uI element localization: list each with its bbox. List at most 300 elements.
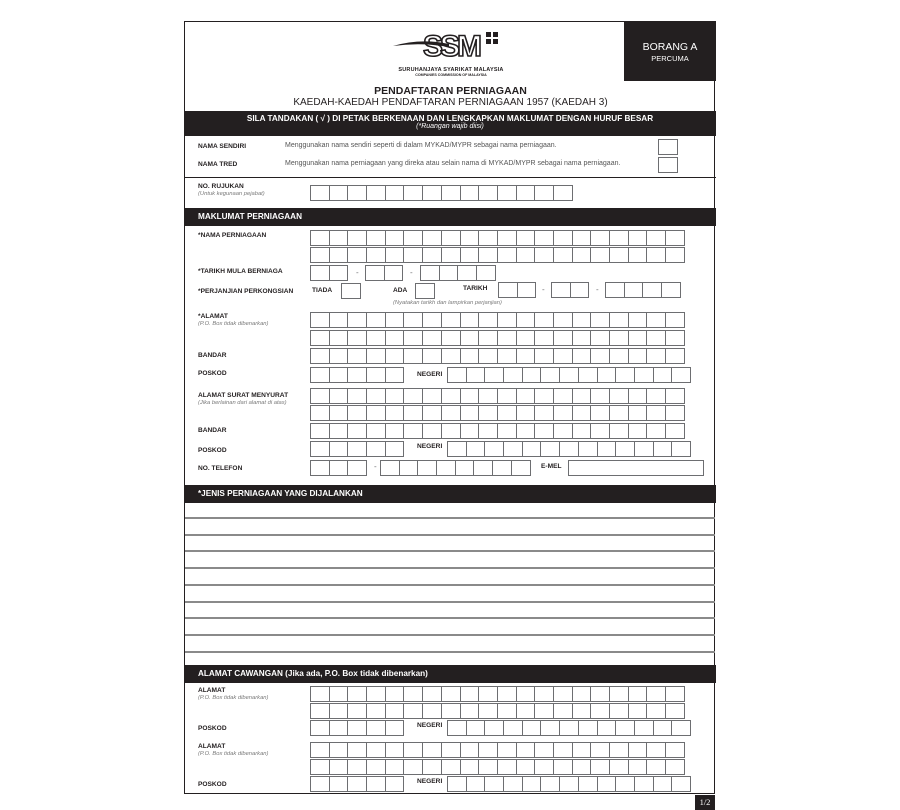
reference-number-boxes[interactable]: [310, 185, 572, 201]
char-box[interactable]: [460, 423, 480, 439]
char-box[interactable]: [572, 405, 592, 421]
char-box[interactable]: [497, 686, 517, 702]
char-box[interactable]: [590, 312, 610, 328]
char-box[interactable]: [310, 742, 330, 758]
char-box[interactable]: [534, 348, 554, 364]
start-date-month-boxes[interactable]: [365, 265, 402, 281]
char-box[interactable]: [646, 703, 666, 719]
partnership-none-checkbox[interactable]: [341, 283, 361, 299]
char-box[interactable]: [609, 686, 629, 702]
char-box[interactable]: [628, 312, 648, 328]
char-box[interactable]: [399, 460, 419, 476]
char-box[interactable]: [366, 348, 386, 364]
char-box[interactable]: [516, 742, 536, 758]
char-box[interactable]: [665, 742, 685, 758]
char-box[interactable]: [511, 460, 531, 476]
char-box[interactable]: [441, 312, 461, 328]
char-box[interactable]: [447, 776, 467, 792]
char-box[interactable]: [366, 686, 386, 702]
char-box[interactable]: [347, 348, 367, 364]
char-box[interactable]: [534, 330, 554, 346]
char-box[interactable]: [310, 460, 330, 476]
char-box[interactable]: [534, 230, 554, 246]
char-box[interactable]: [516, 405, 536, 421]
char-box[interactable]: [385, 776, 405, 792]
char-box[interactable]: [478, 742, 498, 758]
char-box[interactable]: [347, 330, 367, 346]
char-box[interactable]: [329, 703, 349, 719]
postcode-boxes[interactable]: [310, 367, 403, 383]
char-box[interactable]: [329, 330, 349, 346]
char-box[interactable]: [422, 388, 442, 404]
char-box[interactable]: [516, 330, 536, 346]
char-box[interactable]: [534, 247, 554, 263]
char-box[interactable]: [497, 348, 517, 364]
char-box[interactable]: [572, 686, 592, 702]
char-box[interactable]: [497, 423, 517, 439]
char-box[interactable]: [609, 247, 629, 263]
char-box[interactable]: [403, 185, 423, 201]
char-box[interactable]: [671, 367, 691, 383]
char-box[interactable]: [492, 460, 512, 476]
char-box[interactable]: [646, 423, 666, 439]
char-box[interactable]: [403, 405, 423, 421]
char-box[interactable]: [441, 247, 461, 263]
char-box[interactable]: [516, 686, 536, 702]
char-box[interactable]: [385, 720, 405, 736]
char-box[interactable]: [497, 405, 517, 421]
char-box[interactable]: [516, 759, 536, 775]
city-boxes[interactable]: [310, 348, 684, 364]
char-box[interactable]: [540, 441, 560, 457]
mailing-address-boxes-line2[interactable]: [310, 405, 684, 421]
char-box[interactable]: [497, 742, 517, 758]
char-box[interactable]: [590, 388, 610, 404]
phone-number-boxes[interactable]: [380, 460, 530, 476]
char-box[interactable]: [366, 330, 386, 346]
char-box[interactable]: [553, 405, 573, 421]
char-box[interactable]: [634, 776, 654, 792]
char-box[interactable]: [634, 720, 654, 736]
char-box[interactable]: [329, 230, 349, 246]
char-box[interactable]: [329, 742, 349, 758]
char-box[interactable]: [497, 230, 517, 246]
char-box[interactable]: [628, 230, 648, 246]
char-box[interactable]: [516, 247, 536, 263]
char-box[interactable]: [642, 282, 662, 298]
char-box[interactable]: [661, 282, 681, 298]
char-box[interactable]: [646, 348, 666, 364]
char-box[interactable]: [310, 441, 330, 457]
char-box[interactable]: [310, 703, 330, 719]
char-box[interactable]: [609, 423, 629, 439]
char-box[interactable]: [671, 776, 691, 792]
char-box[interactable]: [615, 720, 635, 736]
char-box[interactable]: [385, 247, 405, 263]
char-box[interactable]: [329, 759, 349, 775]
char-box[interactable]: [646, 388, 666, 404]
char-box[interactable]: [646, 312, 666, 328]
char-box[interactable]: [329, 776, 349, 792]
char-box[interactable]: [329, 686, 349, 702]
mailing-city-boxes[interactable]: [310, 423, 684, 439]
char-box[interactable]: [441, 230, 461, 246]
char-box[interactable]: [347, 441, 367, 457]
branch1-postcode-boxes[interactable]: [310, 720, 403, 736]
char-box[interactable]: [653, 776, 673, 792]
char-box[interactable]: [665, 405, 685, 421]
char-box[interactable]: [460, 185, 480, 201]
char-box[interactable]: [403, 423, 423, 439]
char-box[interactable]: [441, 185, 461, 201]
char-box[interactable]: [484, 776, 504, 792]
char-box[interactable]: [516, 703, 536, 719]
char-box[interactable]: [310, 405, 330, 421]
char-box[interactable]: [310, 330, 330, 346]
char-box[interactable]: [385, 686, 405, 702]
char-box[interactable]: [441, 330, 461, 346]
char-box[interactable]: [447, 441, 467, 457]
char-box[interactable]: [385, 230, 405, 246]
char-box[interactable]: [671, 720, 691, 736]
char-box[interactable]: [615, 441, 635, 457]
char-box[interactable]: [551, 282, 571, 298]
char-box[interactable]: [417, 460, 437, 476]
char-box[interactable]: [385, 759, 405, 775]
char-box[interactable]: [347, 686, 367, 702]
char-box[interactable]: [460, 312, 480, 328]
char-box[interactable]: [615, 776, 635, 792]
char-box[interactable]: [628, 405, 648, 421]
char-box[interactable]: [457, 265, 477, 281]
char-box[interactable]: [646, 405, 666, 421]
char-box[interactable]: [534, 686, 554, 702]
char-box[interactable]: [478, 388, 498, 404]
char-box[interactable]: [572, 742, 592, 758]
char-box[interactable]: [609, 759, 629, 775]
char-box[interactable]: [478, 405, 498, 421]
char-box[interactable]: [310, 247, 330, 263]
char-box[interactable]: [347, 460, 367, 476]
char-box[interactable]: [422, 185, 442, 201]
branch2-state-boxes[interactable]: [447, 776, 690, 792]
char-box[interactable]: [366, 388, 386, 404]
char-box[interactable]: [403, 312, 423, 328]
char-box[interactable]: [590, 759, 610, 775]
char-box[interactable]: [478, 348, 498, 364]
char-box[interactable]: [497, 185, 517, 201]
char-box[interactable]: [609, 230, 629, 246]
char-box[interactable]: [503, 776, 523, 792]
char-box[interactable]: [572, 230, 592, 246]
char-box[interactable]: [553, 312, 573, 328]
char-box[interactable]: [478, 247, 498, 263]
char-box[interactable]: [347, 759, 367, 775]
ruled-line[interactable]: [185, 567, 715, 569]
char-box[interactable]: [590, 423, 610, 439]
char-box[interactable]: [347, 720, 367, 736]
char-box[interactable]: [572, 388, 592, 404]
char-box[interactable]: [403, 703, 423, 719]
char-box[interactable]: [366, 441, 386, 457]
char-box[interactable]: [366, 247, 386, 263]
char-box[interactable]: [516, 312, 536, 328]
ruled-line[interactable]: [185, 517, 715, 519]
char-box[interactable]: [385, 742, 405, 758]
char-box[interactable]: [460, 348, 480, 364]
start-date-year-boxes[interactable]: [420, 265, 495, 281]
char-box[interactable]: [347, 742, 367, 758]
business-name-boxes-line1[interactable]: [310, 230, 684, 246]
char-box[interactable]: [310, 348, 330, 364]
char-box[interactable]: [590, 330, 610, 346]
char-box[interactable]: [347, 367, 367, 383]
state-boxes[interactable]: [447, 367, 690, 383]
char-box[interactable]: [597, 720, 617, 736]
char-box[interactable]: [665, 423, 685, 439]
char-box[interactable]: [385, 423, 405, 439]
char-box[interactable]: [516, 230, 536, 246]
ruled-line[interactable]: [185, 651, 715, 653]
char-box[interactable]: [572, 348, 592, 364]
char-box[interactable]: [329, 720, 349, 736]
char-box[interactable]: [329, 265, 349, 281]
char-box[interactable]: [609, 312, 629, 328]
char-box[interactable]: [503, 367, 523, 383]
char-box[interactable]: [609, 742, 629, 758]
char-box[interactable]: [497, 759, 517, 775]
char-box[interactable]: [653, 367, 673, 383]
char-box[interactable]: [572, 759, 592, 775]
char-box[interactable]: [534, 388, 554, 404]
char-box[interactable]: [422, 247, 442, 263]
char-box[interactable]: [540, 720, 560, 736]
ruled-line[interactable]: [185, 550, 715, 552]
char-box[interactable]: [385, 185, 405, 201]
char-box[interactable]: [572, 312, 592, 328]
char-box[interactable]: [366, 759, 386, 775]
char-box[interactable]: [366, 185, 386, 201]
char-box[interactable]: [460, 686, 480, 702]
own-name-checkbox[interactable]: [658, 139, 678, 155]
char-box[interactable]: [634, 367, 654, 383]
char-box[interactable]: [310, 367, 330, 383]
char-box[interactable]: [572, 247, 592, 263]
char-box[interactable]: [347, 703, 367, 719]
start-date-day-boxes[interactable]: [310, 265, 347, 281]
char-box[interactable]: [609, 348, 629, 364]
char-box[interactable]: [403, 330, 423, 346]
partnership-yes-checkbox[interactable]: [415, 283, 435, 299]
char-box[interactable]: [460, 703, 480, 719]
char-box[interactable]: [422, 423, 442, 439]
char-box[interactable]: [329, 388, 349, 404]
char-box[interactable]: [570, 282, 590, 298]
char-box[interactable]: [347, 247, 367, 263]
char-box[interactable]: [441, 405, 461, 421]
char-box[interactable]: [403, 247, 423, 263]
char-box[interactable]: [441, 759, 461, 775]
char-box[interactable]: [403, 742, 423, 758]
ruled-line[interactable]: [185, 617, 715, 619]
char-box[interactable]: [385, 703, 405, 719]
char-box[interactable]: [366, 423, 386, 439]
char-box[interactable]: [534, 185, 554, 201]
char-box[interactable]: [553, 686, 573, 702]
char-box[interactable]: [590, 742, 610, 758]
char-box[interactable]: [646, 759, 666, 775]
char-box[interactable]: [553, 185, 573, 201]
partnership-date-year-boxes[interactable]: [605, 282, 680, 298]
char-box[interactable]: [310, 423, 330, 439]
char-box[interactable]: [516, 388, 536, 404]
char-box[interactable]: [422, 742, 442, 758]
char-box[interactable]: [609, 703, 629, 719]
char-box[interactable]: [559, 367, 579, 383]
char-box[interactable]: [310, 686, 330, 702]
char-box[interactable]: [329, 247, 349, 263]
char-box[interactable]: [590, 348, 610, 364]
char-box[interactable]: [665, 759, 685, 775]
trade-name-checkbox[interactable]: [658, 157, 678, 173]
char-box[interactable]: [628, 330, 648, 346]
char-box[interactable]: [522, 441, 542, 457]
char-box[interactable]: [503, 441, 523, 457]
char-box[interactable]: [460, 330, 480, 346]
partnership-date-day-boxes[interactable]: [498, 282, 535, 298]
char-box[interactable]: [646, 230, 666, 246]
char-box[interactable]: [503, 720, 523, 736]
email-field[interactable]: [568, 460, 704, 476]
char-box[interactable]: [422, 405, 442, 421]
char-box[interactable]: [384, 265, 404, 281]
char-box[interactable]: [572, 423, 592, 439]
char-box[interactable]: [590, 247, 610, 263]
char-box[interactable]: [366, 367, 386, 383]
char-box[interactable]: [329, 460, 349, 476]
business-name-boxes-line2[interactable]: [310, 247, 684, 263]
char-box[interactable]: [597, 441, 617, 457]
char-box[interactable]: [516, 348, 536, 364]
branch2-address-boxes-line2[interactable]: [310, 759, 684, 775]
char-box[interactable]: [497, 312, 517, 328]
char-box[interactable]: [534, 759, 554, 775]
char-box[interactable]: [590, 405, 610, 421]
char-box[interactable]: [609, 330, 629, 346]
char-box[interactable]: [366, 230, 386, 246]
char-box[interactable]: [366, 312, 386, 328]
char-box[interactable]: [653, 441, 673, 457]
char-box[interactable]: [466, 720, 486, 736]
char-box[interactable]: [347, 388, 367, 404]
char-box[interactable]: [310, 265, 330, 281]
char-box[interactable]: [553, 348, 573, 364]
char-box[interactable]: [441, 423, 461, 439]
char-box[interactable]: [665, 348, 685, 364]
char-box[interactable]: [628, 423, 648, 439]
char-box[interactable]: [534, 703, 554, 719]
char-box[interactable]: [476, 265, 496, 281]
char-box[interactable]: [484, 367, 504, 383]
char-box[interactable]: [646, 686, 666, 702]
partnership-date-month-boxes[interactable]: [551, 282, 588, 298]
char-box[interactable]: [516, 423, 536, 439]
char-box[interactable]: [628, 348, 648, 364]
char-box[interactable]: [310, 185, 330, 201]
char-box[interactable]: [553, 388, 573, 404]
char-box[interactable]: [366, 776, 386, 792]
char-box[interactable]: [478, 312, 498, 328]
char-box[interactable]: [646, 742, 666, 758]
char-box[interactable]: [478, 759, 498, 775]
char-box[interactable]: [329, 367, 349, 383]
char-box[interactable]: [534, 423, 554, 439]
char-box[interactable]: [498, 282, 518, 298]
char-box[interactable]: [559, 776, 579, 792]
char-box[interactable]: [422, 312, 442, 328]
char-box[interactable]: [460, 742, 480, 758]
char-box[interactable]: [578, 441, 598, 457]
char-box[interactable]: [497, 247, 517, 263]
char-box[interactable]: [447, 367, 467, 383]
char-box[interactable]: [628, 703, 648, 719]
char-box[interactable]: [441, 703, 461, 719]
char-box[interactable]: [628, 742, 648, 758]
char-box[interactable]: [484, 720, 504, 736]
char-box[interactable]: [497, 388, 517, 404]
char-box[interactable]: [572, 330, 592, 346]
char-box[interactable]: [329, 441, 349, 457]
char-box[interactable]: [347, 312, 367, 328]
ruled-line[interactable]: [185, 584, 715, 586]
char-box[interactable]: [460, 388, 480, 404]
char-box[interactable]: [559, 720, 579, 736]
char-box[interactable]: [366, 405, 386, 421]
char-box[interactable]: [478, 703, 498, 719]
char-box[interactable]: [653, 720, 673, 736]
char-box[interactable]: [403, 388, 423, 404]
mailing-state-boxes[interactable]: [447, 441, 690, 457]
char-box[interactable]: [422, 759, 442, 775]
char-box[interactable]: [460, 759, 480, 775]
char-box[interactable]: [310, 388, 330, 404]
char-box[interactable]: [522, 720, 542, 736]
char-box[interactable]: [497, 703, 517, 719]
char-box[interactable]: [310, 230, 330, 246]
char-box[interactable]: [460, 405, 480, 421]
char-box[interactable]: [597, 367, 617, 383]
char-box[interactable]: [466, 776, 486, 792]
char-box[interactable]: [597, 776, 617, 792]
char-box[interactable]: [540, 367, 560, 383]
char-box[interactable]: [422, 686, 442, 702]
char-box[interactable]: [646, 330, 666, 346]
char-box[interactable]: [478, 230, 498, 246]
char-box[interactable]: [590, 230, 610, 246]
char-box[interactable]: [403, 759, 423, 775]
ruled-line[interactable]: [185, 601, 715, 603]
char-box[interactable]: [572, 703, 592, 719]
char-box[interactable]: [329, 312, 349, 328]
char-box[interactable]: [578, 720, 598, 736]
char-box[interactable]: [441, 388, 461, 404]
char-box[interactable]: [497, 330, 517, 346]
char-box[interactable]: [553, 230, 573, 246]
char-box[interactable]: [422, 330, 442, 346]
char-box[interactable]: [422, 703, 442, 719]
char-box[interactable]: [553, 742, 573, 758]
char-box[interactable]: [403, 230, 423, 246]
